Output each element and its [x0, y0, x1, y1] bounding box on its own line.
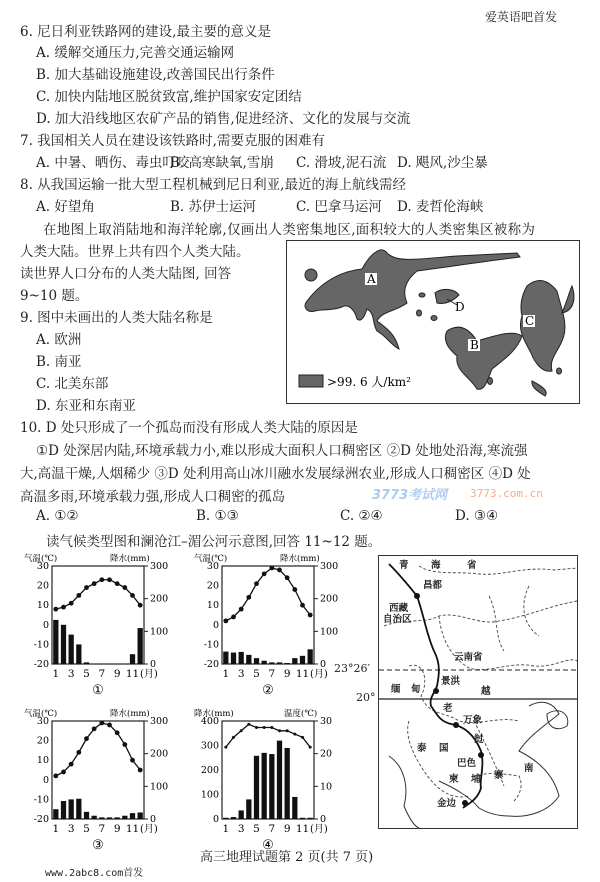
temperature-line — [226, 568, 310, 621]
region-b-shape — [445, 327, 522, 389]
precip-bar — [130, 654, 135, 664]
place-label-tai: 泰 — [417, 743, 427, 754]
right-tick-label: 100 — [320, 626, 339, 638]
x-tick-label: 9 — [113, 668, 121, 680]
temperature-point — [92, 726, 97, 731]
temperature-point — [130, 593, 135, 598]
city-dot-changdu — [414, 593, 420, 599]
intro-9-10-line-1: 在地图上取消陆地和海洋轮廓,仅画出人类密集地区,面积较大的人类密集区被称为 — [43, 222, 536, 238]
left-tick-label: -20 — [33, 659, 49, 670]
question-9-option-d: D. 东亚和东南亚 — [36, 398, 136, 414]
precip-axis-label: 降水(mm) — [110, 554, 150, 564]
island-shape — [562, 286, 574, 313]
label-b: B — [470, 338, 479, 352]
watermark-url: 3773.com.cn — [470, 487, 543, 500]
precip-bar — [277, 741, 282, 819]
island-shape — [488, 378, 493, 385]
precip-bar — [122, 816, 127, 819]
precip-bar — [223, 652, 228, 664]
temperature-line — [56, 580, 140, 609]
left-tick-label: 200 — [200, 765, 219, 776]
right-tick-label: 0 — [150, 814, 157, 825]
left-tick-label: 0 — [212, 619, 219, 631]
precip-bar — [115, 817, 120, 819]
hainan-island — [547, 711, 568, 729]
precip-bar — [300, 818, 305, 819]
right-tick-label: 200 — [150, 593, 169, 605]
watermark-logo: 3773考试网 — [372, 488, 448, 503]
temperature-point — [130, 758, 135, 763]
coastline — [509, 702, 559, 816]
temperature-point — [84, 585, 89, 590]
right-tick-label: 0 — [320, 659, 327, 670]
place-label-guo: 国 — [439, 743, 449, 754]
precip-bar — [84, 662, 89, 664]
place-label-jinghong: 景洪 — [441, 676, 461, 687]
temperature-line — [56, 723, 140, 776]
temperature-point — [53, 773, 58, 778]
temperature-line — [226, 724, 310, 747]
temperature-point — [115, 730, 120, 735]
x-tick-label: 7 — [98, 668, 106, 680]
precip-bar — [285, 663, 290, 664]
temp-axis-label: 气温(℃) — [24, 709, 58, 719]
temperature-point — [239, 607, 244, 612]
temperature-point — [107, 577, 112, 582]
precip-bar — [53, 809, 58, 819]
place-label-zhai: 寨 — [494, 770, 504, 781]
question-10-body-line-3: 高温多雨,环境承载力强,形成人口稠密的孤岛 — [20, 489, 286, 505]
temperature-point — [247, 723, 250, 726]
temperature-point — [224, 746, 227, 749]
temperature-point — [270, 726, 273, 729]
question-8-option-a: A. 好望角 — [36, 199, 95, 215]
footer-site: www.2abc8.com首发 — [45, 868, 144, 879]
left-tick-label: -20 — [203, 659, 219, 670]
latitude-label-23-26: 23°26′ — [334, 662, 370, 675]
left-tick-label: 20 — [36, 735, 49, 747]
place-label-mian: 缅 — [391, 684, 401, 695]
temperature-point — [223, 618, 228, 623]
temp-axis-label: 温度(℃) — [284, 709, 318, 719]
intro-9-10-line-3: 读世界人口分布的人类大陆图, 回答 — [20, 266, 232, 282]
question-8-option-c: C. 巴拿马运河 — [296, 199, 382, 215]
place-label-qing: 青 — [399, 560, 409, 571]
right-tick-label: 0 — [150, 659, 157, 670]
temperature-point — [61, 605, 66, 610]
question-10-body-line-2: 大,高温干燥,人烟稀少 ③D 处利用高山冰川融水发展绿洲农业,形成人口稠密区 ④D 处 — [20, 466, 531, 482]
question-9-option-c: C. 北美东部 — [36, 376, 109, 392]
precip-bar — [231, 653, 236, 664]
x-tick-label: 1 — [52, 668, 60, 680]
question-9-option-a: A. 欧洲 — [36, 332, 82, 348]
temperature-point — [246, 595, 251, 600]
temperature-point — [293, 733, 296, 736]
temperature-point — [301, 736, 304, 739]
precip-bar — [76, 799, 81, 819]
x-tick-label: 7 — [268, 668, 276, 680]
place-label-hai: 海 — [431, 560, 441, 571]
place-label-wo: 挝 — [474, 734, 484, 745]
x-tick-label: 1 — [52, 823, 60, 835]
intro-9-10-line-2: 人类大陆。世界上共有四个人类大陆。 — [20, 244, 250, 260]
legend-text: >99. 6 人/km² — [327, 375, 411, 389]
place-label-xizang: 西藏 — [389, 603, 409, 614]
left-tick-label: 0 — [42, 774, 49, 786]
x-tick-label: 5 — [253, 823, 260, 835]
question-7-option-b: B. 高寒缺氧,雪崩 — [170, 155, 274, 171]
precip-bar — [269, 662, 274, 664]
mekong-river — [389, 564, 482, 808]
left-tick-label: 20 — [206, 580, 219, 592]
precip-bar — [246, 799, 251, 819]
temperature-point — [61, 770, 66, 775]
source-tag: 爱英语吧首发 — [485, 10, 558, 24]
temp-axis-label: 气温(℃) — [24, 554, 58, 564]
x-tick-label: 7 — [268, 823, 276, 835]
question-6-option-b: B. 加大基础设施建设,改善国民出行条件 — [36, 67, 275, 83]
question-8-option-d: D. 麦哲伦海峡 — [397, 199, 484, 215]
temperature-point — [122, 585, 127, 590]
precip-bar — [239, 810, 244, 819]
temperature-point — [138, 768, 143, 773]
precip-bar — [285, 748, 290, 819]
region-a-shape — [305, 250, 520, 349]
precip-bar — [223, 818, 228, 819]
left-tick-label: -10 — [203, 639, 219, 651]
precip-bar — [269, 754, 274, 819]
right-tick-label: 300 — [150, 561, 169, 572]
right-tick-label: 10 — [320, 781, 333, 793]
question-7-option-c: C. 滑坡,泥石流 — [296, 155, 387, 171]
temperature-point — [69, 601, 74, 606]
precip-bar — [300, 656, 305, 664]
island-shape — [532, 381, 546, 396]
right-tick-label: 300 — [150, 716, 169, 727]
left-tick-label: -20 — [33, 814, 49, 825]
x-tick-label: 5 — [83, 668, 90, 680]
question-7-option-d: D. 飓风,沙尘暴 — [397, 155, 488, 171]
precip-bar — [254, 756, 259, 819]
place-label-nan: 南 — [524, 763, 534, 774]
left-tick-label: 100 — [200, 789, 219, 801]
month-unit-label: (月) — [310, 669, 328, 680]
place-label-zizhiqu: 自治区 — [383, 614, 412, 625]
human-continents-map-svg — [287, 241, 579, 403]
temperature-point — [92, 581, 97, 586]
temperature-point — [292, 587, 297, 592]
temperature-point — [107, 723, 112, 728]
province-border — [409, 665, 519, 722]
precip-bar — [262, 753, 267, 819]
climate-chart-4 — [192, 707, 362, 857]
place-label-sheng: 省 — [467, 560, 477, 571]
precip-bar — [308, 649, 313, 664]
x-tick-label: 11 — [295, 668, 310, 680]
precip-axis-label: 降水(mm) — [110, 709, 150, 719]
temperature-point — [262, 571, 267, 576]
precip-bar — [292, 797, 297, 819]
left-tick-label: 0 — [212, 814, 219, 825]
left-tick-label: 30 — [36, 561, 49, 572]
question-6-option-d: D. 加大沿线地区农矿产品的销售,促进经济、文化的发展与交流 — [36, 111, 411, 127]
temperature-point — [308, 613, 313, 618]
left-tick-label: 20 — [36, 580, 49, 592]
question-7-option-a: A. 中暑、晒伤、毒虫叮咬 — [36, 155, 190, 171]
precip-bar — [61, 625, 66, 664]
city-dot-jinghong — [433, 688, 439, 694]
question-7-stem: 7. 我国相关人员在建设该铁路时,需要克服的困难有 — [20, 133, 325, 149]
temperature-point — [277, 568, 282, 573]
city-dot-phnom-penh — [462, 800, 468, 806]
right-tick-label: 30 — [320, 716, 333, 727]
city-dot-pakse — [478, 752, 484, 758]
city-dot-vientiane — [453, 722, 459, 728]
left-tick-label: 10 — [36, 600, 49, 612]
page-footer: 高三地理试题第 2 页(共 7 页) — [200, 850, 374, 865]
chart-number-label: ① — [92, 683, 104, 698]
precip-bar — [262, 661, 267, 664]
temperature-point — [53, 607, 58, 612]
mekong-map-svg — [379, 556, 577, 828]
temperature-point — [138, 603, 143, 608]
island-shape — [419, 293, 425, 297]
question-10-option-a: A. ①② — [36, 508, 79, 524]
x-tick-label: 1 — [222, 823, 230, 835]
left-tick-label: 30 — [206, 561, 219, 572]
precip-bar — [138, 812, 143, 819]
temperature-point — [263, 726, 266, 729]
island-shape — [557, 368, 562, 374]
month-unit-label: (月) — [310, 824, 328, 835]
temperature-point — [269, 566, 274, 571]
x-tick-label: 9 — [113, 823, 121, 835]
question-10-stem: 10. D 处只形成了一个孤岛而没有形成人类大陆的原因是 — [20, 420, 358, 436]
temperature-point — [231, 615, 236, 620]
left-tick-label: 400 — [200, 716, 219, 727]
right-tick-label: 100 — [150, 626, 169, 638]
right-tick-label: 300 — [320, 561, 339, 572]
right-tick-label: 0 — [320, 814, 327, 825]
place-label-yue: 越 — [481, 686, 491, 697]
label-d: D — [455, 300, 465, 314]
x-tick-label: 11 — [125, 668, 140, 680]
x-tick-label: 3 — [67, 823, 75, 835]
left-tick-label: -10 — [33, 794, 49, 806]
temperature-point — [99, 577, 104, 582]
x-tick-label: 3 — [67, 668, 75, 680]
island-shape — [417, 310, 422, 316]
place-label-vientiane: 万象 — [463, 715, 483, 726]
temperature-point — [285, 575, 290, 580]
right-tick-label: 20 — [320, 748, 333, 760]
month-unit-label: (月) — [140, 824, 158, 835]
province-border — [419, 566, 577, 574]
precip-bar — [69, 635, 74, 664]
question-8-option-b: B. 苏伊士运河 — [170, 199, 257, 215]
climate-chart-1 — [22, 552, 192, 702]
temperature-point — [286, 729, 289, 732]
legend-swatch — [299, 375, 323, 387]
left-tick-label: 300 — [200, 740, 219, 752]
province-border — [489, 586, 539, 651]
human-continents-map — [286, 240, 580, 404]
mekong-map — [378, 555, 578, 829]
precip-bar — [239, 652, 244, 664]
precip-bar — [92, 816, 97, 819]
question-9-option-b: B. 南亚 — [36, 354, 82, 370]
place-label-phnom-penh: 金边 — [437, 798, 457, 809]
x-tick-label: 5 — [83, 823, 90, 835]
place-label-jian: 柬 — [449, 774, 459, 785]
temperature-point — [76, 750, 81, 755]
place-label-yunnan: 云南省 — [454, 652, 483, 663]
precip-bar — [308, 818, 313, 819]
chart-number-label: ② — [262, 683, 274, 698]
coastline — [389, 756, 419, 828]
temperature-point — [76, 593, 81, 598]
question-9-stem: 9. 图中未画出的人类大陆名称是 — [20, 310, 213, 326]
precip-bar — [138, 628, 143, 664]
x-tick-label: 9 — [283, 668, 291, 680]
climate-chart-2 — [192, 552, 362, 702]
climate-chart-3 — [22, 707, 192, 857]
place-label-pakse: 巴色 — [457, 758, 477, 769]
precip-bar — [107, 817, 112, 819]
left-tick-label: 10 — [206, 600, 219, 612]
temperature-point — [115, 581, 120, 586]
place-label-lao: 老 — [443, 703, 453, 714]
question-10-option-b: B. ①③ — [196, 508, 239, 524]
precip-bar — [246, 655, 251, 664]
right-tick-label: 200 — [150, 748, 169, 760]
x-tick-label: 11 — [295, 823, 310, 835]
left-tick-label: 30 — [36, 716, 49, 727]
precip-bar — [53, 620, 58, 664]
x-tick-label: 9 — [283, 823, 291, 835]
place-label-changdu: 昌都 — [423, 580, 443, 591]
month-unit-label: (月) — [140, 669, 158, 680]
question-10-option-d: D. ③④ — [455, 508, 499, 524]
question-8-stem: 8. 从我国运输一批大型工程机械到尼日利亚,最近的海上航线需经 — [20, 177, 406, 193]
temperature-point — [254, 581, 259, 586]
latitude-label-20: 20° — [356, 691, 376, 704]
temp-axis-label: 气温(℃) — [194, 554, 228, 564]
label-c: C — [525, 314, 535, 328]
precip-bar — [231, 817, 236, 819]
island-shape — [431, 316, 437, 321]
x-tick-label: 3 — [237, 823, 245, 835]
temperature-point — [232, 736, 235, 739]
left-tick-label: 10 — [36, 755, 49, 767]
chart-number-label: ③ — [92, 838, 104, 853]
chart-number-label: ④ — [262, 838, 274, 853]
temperature-point — [278, 729, 281, 732]
x-tick-label: 7 — [98, 823, 106, 835]
x-tick-label: 3 — [237, 668, 245, 680]
question-6-stem: 6. 尼日利亚铁路网的建设,最主要的意义是 — [20, 24, 271, 40]
island-shape — [305, 269, 317, 281]
precip-bar — [61, 801, 66, 819]
precip-axis-label: 降水(mm) — [194, 709, 234, 719]
precip-bar — [69, 799, 74, 819]
question-10-option-c: C. ②④ — [340, 508, 383, 524]
temperature-point — [240, 729, 243, 732]
temperature-point — [255, 726, 258, 729]
precip-bar — [84, 812, 89, 819]
place-label-pu: 埔 — [471, 774, 481, 785]
question-6-option-a: A. 缓解交通压力,完善交通运输网 — [36, 45, 235, 61]
place-label-dian: 甸 — [411, 684, 421, 695]
precip-bar — [277, 662, 282, 664]
temperature-point — [84, 736, 89, 741]
province-border — [384, 601, 577, 626]
temperature-point — [122, 742, 127, 747]
x-tick-label: 11 — [125, 823, 140, 835]
left-tick-label: 0 — [42, 619, 49, 631]
temperature-point — [309, 746, 312, 749]
right-tick-label: 100 — [150, 781, 169, 793]
temperature-point — [300, 603, 305, 608]
x-tick-label: 1 — [222, 668, 230, 680]
precip-bar — [76, 644, 81, 664]
x-tick-label: 5 — [253, 668, 260, 680]
precip-bar — [254, 658, 259, 664]
temperature-point — [99, 721, 104, 726]
question-10-body-line-1: ①D 处深居内陆,环境承载力小,难以形成大面积人口稠密区 ②D 处地处沿海,寒流强 — [36, 443, 528, 459]
right-tick-label: 200 — [320, 593, 339, 605]
intro-11-12: 读气候类型图和澜沧江–湄公河示意图,回答 11~12 题。 — [46, 534, 382, 550]
precip-axis-label: 降水(mm) — [280, 554, 320, 564]
precip-bar — [130, 813, 135, 819]
temperature-point — [69, 762, 74, 767]
left-tick-label: -10 — [33, 639, 49, 651]
intro-9-10-line-4: 9~10 题。 — [20, 288, 89, 304]
precip-bar — [292, 658, 297, 664]
question-6-option-c: C. 加快内陆地区脱贫致富,维护国家安定团结 — [36, 89, 302, 105]
precip-bar — [99, 817, 104, 819]
label-a: A — [367, 272, 376, 286]
